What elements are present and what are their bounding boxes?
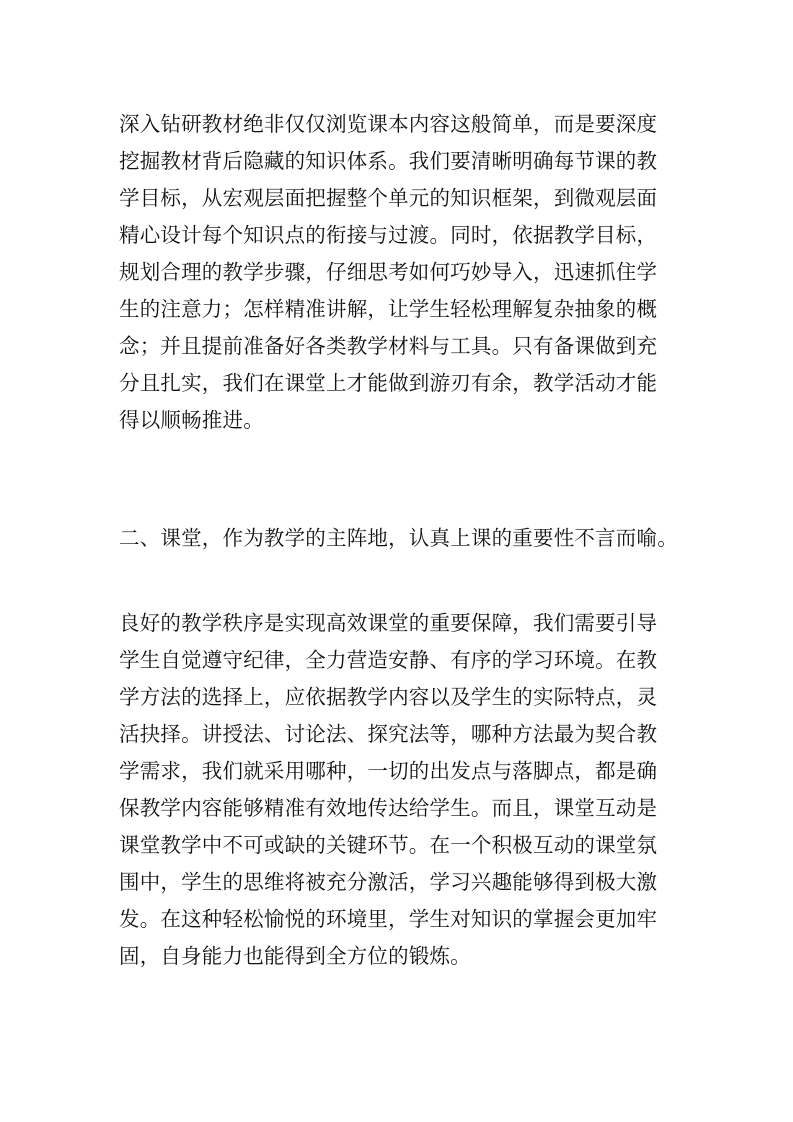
paragraph-line: 活抉择。讲授法、讨论法、探究法等，哪种方法最为契合教 (119, 722, 658, 746)
paragraph-line: 念；并且提前准备好各类教学材料与工具。只有备课做到充 (119, 334, 658, 358)
paragraph-classroom-teaching (119, 605, 679, 975)
paragraph-line: 学目标，从宏观层面把握整个单元的知识框架，到微观层面 (119, 186, 658, 210)
paragraph-line: 良好的教学秩序是实现高效课堂的重要保障，我们需要引导 (119, 611, 658, 635)
paragraph-line: 挖掘教材背后隐藏的知识体系。我们要清晰明确每节课的教 (119, 149, 658, 173)
paragraph-line: 得以顺畅推进。 (119, 408, 264, 432)
paragraph-line: 保教学内容能够精准有效地传达给学生。而且，课堂互动是 (119, 796, 658, 820)
paragraph-lesson-preparation (119, 106, 679, 439)
paragraph-line: 规划合理的教学步骤，仔细思考如何巧妙导入，迅速抓住学 (119, 260, 658, 284)
section-heading-text: 二、课堂，作为教学的主阵地，认真上课的重要性不言而喻。 (119, 526, 678, 550)
paragraph-line: 学方法的选择上，应依据教学内容以及学生的实际特点，灵 (119, 685, 658, 709)
paragraph-line: 分且扎实，我们在课堂上才能做到游刃有余，教学活动才能 (119, 371, 658, 395)
paragraph-line: 学生自觉遵守纪律，全力营造安静、有序的学习环境。在教 (119, 648, 658, 672)
paragraph-line: 深入钻研教材绝非仅仅浏览课本内容这般简单，而是要深度 (119, 112, 658, 136)
paragraph-line: 学需求，我们就采用哪种，一切的出发点与落脚点，都是确 (119, 759, 658, 783)
paragraph-line: 精心设计每个知识点的衔接与过渡。同时，依据教学目标， (119, 223, 658, 247)
section-heading-classroom (119, 520, 679, 557)
paragraph-line: 围中，学生的思维将被充分激活，学习兴趣能够得到极大激 (119, 870, 658, 894)
paragraph-line: 课堂教学中不可或缺的关键环节。在一个积极互动的课堂氛 (119, 833, 658, 857)
paragraph-line: 固，自身能力也能得到全方位的锻炼。 (119, 944, 471, 968)
paragraph-line: 发。在这种轻松愉悦的环境里，学生对知识的掌握会更加牢 (119, 907, 658, 931)
paragraph-line: 生的注意力；怎样精准讲解，让学生轻松理解复杂抽象的概 (119, 297, 658, 321)
